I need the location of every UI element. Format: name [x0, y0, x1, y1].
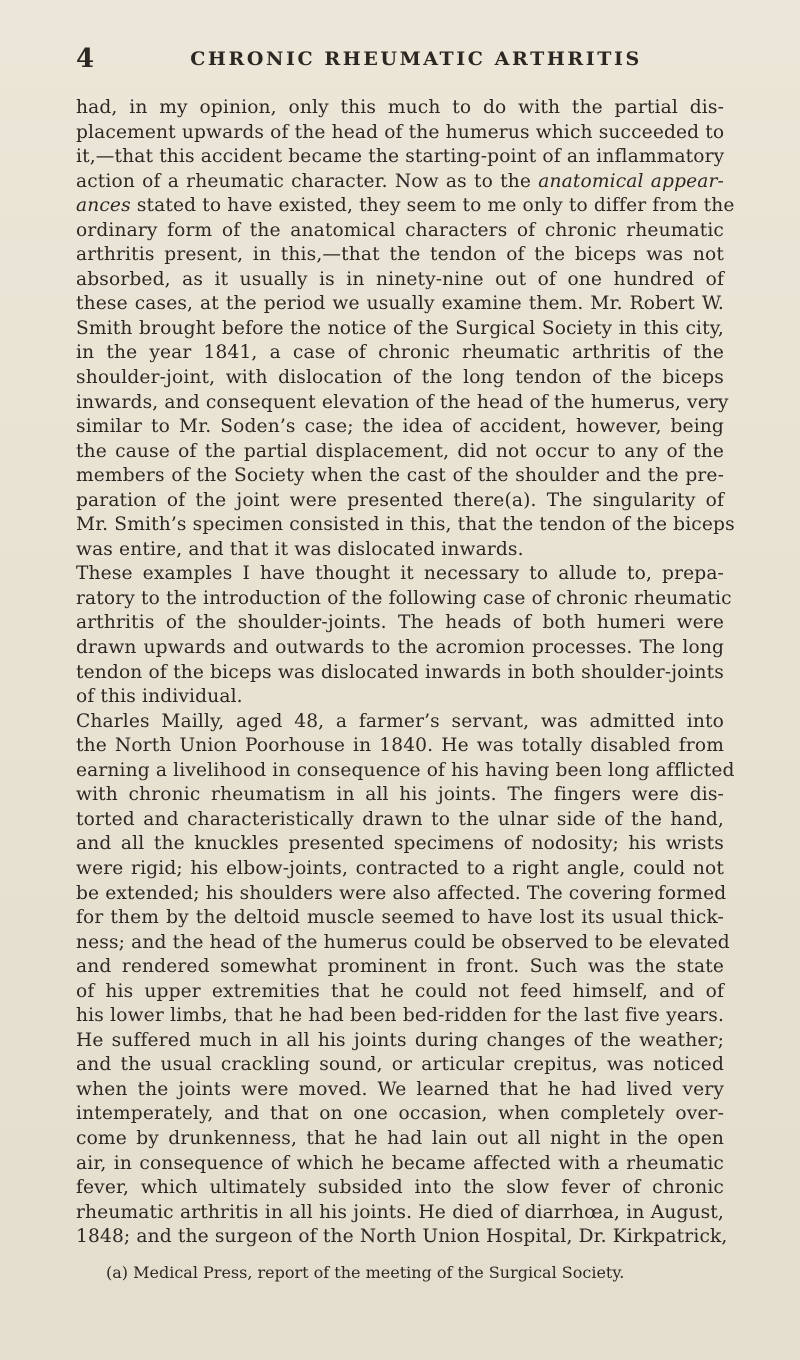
text-line: air, in consequence of which he became affected with a rheumatic — [76, 1152, 724, 1174]
text-line: paration of the joint were presented there(a). The singularity of — [76, 489, 724, 511]
text-line: and all the knuckles presented specimens of nodosity; his wrists — [76, 833, 724, 855]
text-line: torted and characteristically drawn to the ulnar side of the hand, — [76, 808, 724, 830]
text-line: ances stated to have existed, they seem to me only to differ from the — [76, 195, 735, 217]
text-line: in the year 1841, a case of chronic rheumatic arthritis of the — [76, 342, 724, 364]
text-line: Smith brought before the notice of the Surgical Society in this city, — [76, 317, 724, 339]
text-line: of this individual. — [76, 686, 243, 708]
body-text — [76, 96, 735, 1250]
text-line: and the usual crackling sound, or articular crepitus, was noticed — [76, 1054, 724, 1076]
text-line: be extended; his shoulders were also affected. The covering formed — [76, 882, 727, 904]
text-line: arthritis present, in this,—that the tendon of the biceps was not — [76, 244, 724, 266]
text-line: were rigid; his elbow-joints, contracted to a right angle, could not — [76, 857, 724, 879]
text-line: similar to Mr. Soden’s case; the idea of accident, however, being — [76, 416, 724, 438]
text-line: had, in my opinion, only this much to do with the partial dis- — [76, 97, 724, 118]
text-line: absorbed, as it usually is in ninety-nine out of one hundred of — [76, 268, 724, 290]
text-line: members of the Society when the cast of the shoulder and the pre- — [76, 465, 724, 487]
text-line: placement upwards of the head of the humerus which succeeded to — [76, 121, 725, 143]
text-line: when the joints were moved. We learned that he had lived very — [76, 1078, 724, 1100]
text-line: the cause of the partial displacement, did not occur to any of the — [76, 440, 724, 462]
text-line: it,—that this accident became the starting-point of an inflammatory — [76, 146, 725, 168]
text-line: drawn upwards and outwards to the acromion processes. The long — [76, 637, 724, 659]
text-line: These examples I have thought it necessary to allude to, prepa- — [76, 563, 724, 585]
text-line: come by drunkenness, that he had lain out all night in the open — [76, 1127, 724, 1149]
text-line: for them by the deltoid muscle seemed to have lost its usual thick- — [76, 907, 724, 929]
text-line: intemperately, and that on one occasion, when completely over- — [76, 1103, 724, 1125]
text-line: rheumatic arthritis in all his joints. He died of diarrhœa, in August, — [76, 1201, 724, 1223]
text-line: was entire, and that it was dislocated inwards. — [76, 538, 524, 560]
text-line: earning a livelihood in consequence of his having been long afflicted — [76, 759, 735, 781]
text-line: and rendered somewhat prominent in front. Such was the state — [76, 956, 724, 978]
page-header — [76, 44, 726, 74]
text-line: 1848; and the surgeon of the North Union Hospital, Dr. Kirkpatrick, — [76, 1226, 728, 1248]
text-line: shoulder-joint, with dislocation of the long tendon of the biceps — [76, 367, 724, 389]
text-line: tendon of the biceps was dislocated inwards in both shoulder-joints — [76, 661, 724, 683]
text-line: inwards, and consequent elevation of the head of the humerus, very — [76, 391, 729, 413]
text-line: with chronic rheumatism in all his joints. The fingers were dis- — [76, 784, 724, 806]
text-line: these cases, at the period we usually examine them. Mr. Robert W. — [76, 293, 724, 315]
footnote: (a) Medical Press, report of the meeting of the Surgical Society. — [106, 1263, 625, 1282]
text-line: arthritis of the shoulder-joints. The heads of both humeri were — [76, 612, 724, 634]
text-line: his lower limbs, that he had been bed-ridden for the last five years. — [76, 1005, 724, 1027]
text-line: fever, which ultimately subsided into the slow fever of chronic — [76, 1177, 724, 1199]
text-line: action of a rheumatic character. Now as to the anatomical appear- — [76, 170, 724, 192]
text-line: ness; and the head of the humerus could be observed to be elevated — [76, 931, 730, 953]
running-head: CHRONIC RHEUMATIC ARTHRITIS — [190, 48, 642, 70]
page-number: 4 — [76, 44, 95, 74]
text-line: ordinary form of the anatomical characters of chronic rheumatic — [76, 219, 724, 241]
text-line: Charles Mailly, aged 48, a farmer’s servant, was admitted into — [76, 710, 724, 732]
text-line: He suffered much in all his joints during changes of the weather; — [76, 1029, 724, 1051]
text-line: of his upper extremities that he could not feed himself, and of — [76, 980, 724, 1002]
text-line: ratory to the introduction of the following case of chronic rheumatic — [76, 587, 732, 609]
text-line: Mr. Smith’s specimen consisted in this, that the tendon of the biceps — [76, 514, 735, 536]
text-line: the North Union Poorhouse in 1840. He was totally disabled from — [76, 735, 724, 757]
